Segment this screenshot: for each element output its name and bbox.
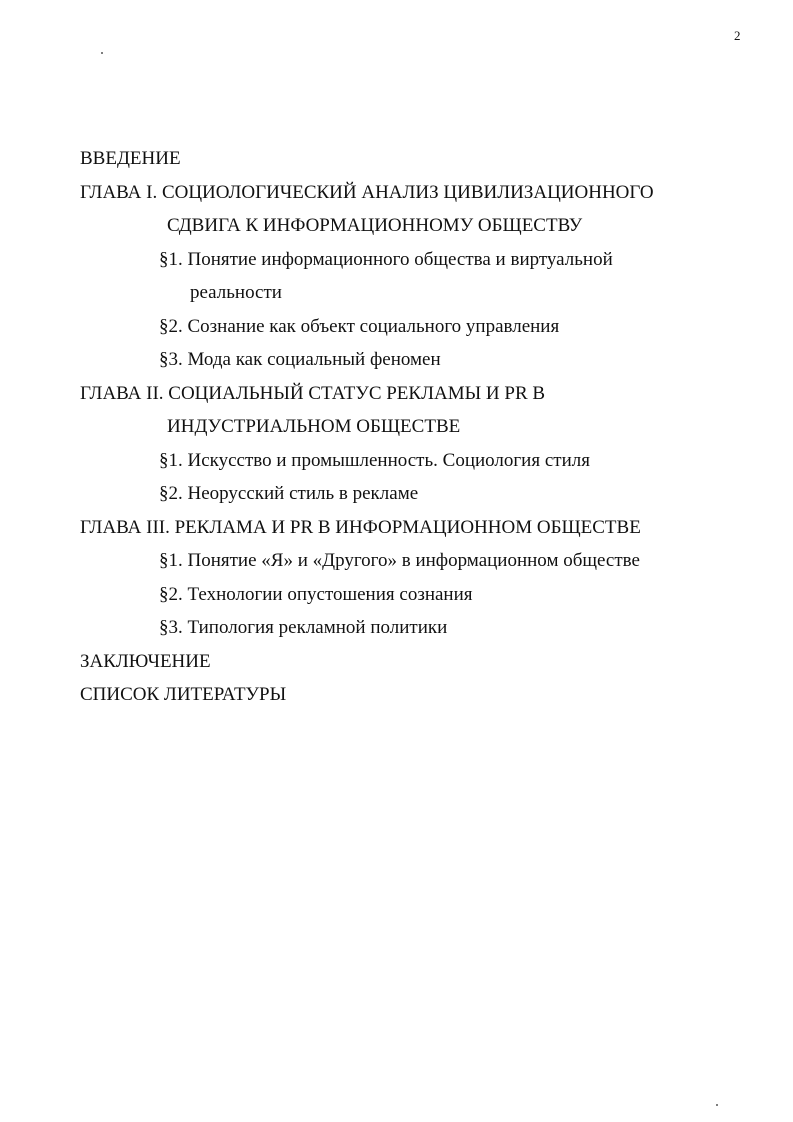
toc-bibliography: СПИСОК ЛИТЕРАТУРЫ [80, 684, 287, 705]
toc-chapter-1-section-1: §1. Понятие информационного общества и виртуальной [159, 248, 613, 270]
toc-chapter-2-section-1: §1. Искусство и промышленность. Социология стиля [159, 449, 590, 471]
toc-chapter-1-section-2: §2. Сознание как объект социального управления [159, 315, 560, 337]
toc-chapter-3-section-2: §2. Технологии опустошения сознания [159, 583, 473, 605]
toc-chapter-3-section-3: §3. Типология рекламной политики [159, 617, 448, 638]
toc-chapter-3-title: ГЛАВА III. РЕКЛАМА И PR В ИНФОРМАЦИОННОМ ОБЩЕСТВЕ [80, 516, 641, 538]
toc-chapter-2-title-cont: ИНДУСТРИАЛЬНОМ ОБЩЕСТВЕ [167, 416, 461, 437]
toc-chapter-2-section-2: §2. Неорусский стиль в рекламе [159, 483, 419, 504]
toc-chapter-3-section-1: §1. Понятие «Я» и «Другого» в информационном обществе [159, 550, 640, 571]
toc-chapter-1-title-cont: СДВИГА К ИНФОРМАЦИОННОМУ ОБЩЕСТВУ [167, 215, 583, 236]
toc-chapter-1-section-3: §3. Мода как социальный феномен [159, 349, 441, 370]
toc-chapter-2-title: ГЛАВА II. СОЦИАЛЬНЫЙ СТАТУС РЕКЛАМЫ И PR В [80, 382, 546, 404]
scan-speck-bottom [716, 1104, 718, 1106]
table-of-contents [80, 142, 740, 712]
toc-chapter-1-title: ГЛАВА I. СОЦИОЛОГИЧЕСКИЙ АНАЛИЗ ЦИВИЛИЗАЦИОННОГО [80, 181, 654, 203]
page-number: 2 [734, 28, 741, 43]
scan-speck-top [101, 52, 103, 54]
toc-chapter-1-section-1-cont: реальности [190, 282, 282, 303]
toc-introduction: ВВЕДЕНИЕ [80, 148, 181, 169]
toc-conclusion: ЗАКЛЮЧЕНИЕ [80, 650, 211, 672]
